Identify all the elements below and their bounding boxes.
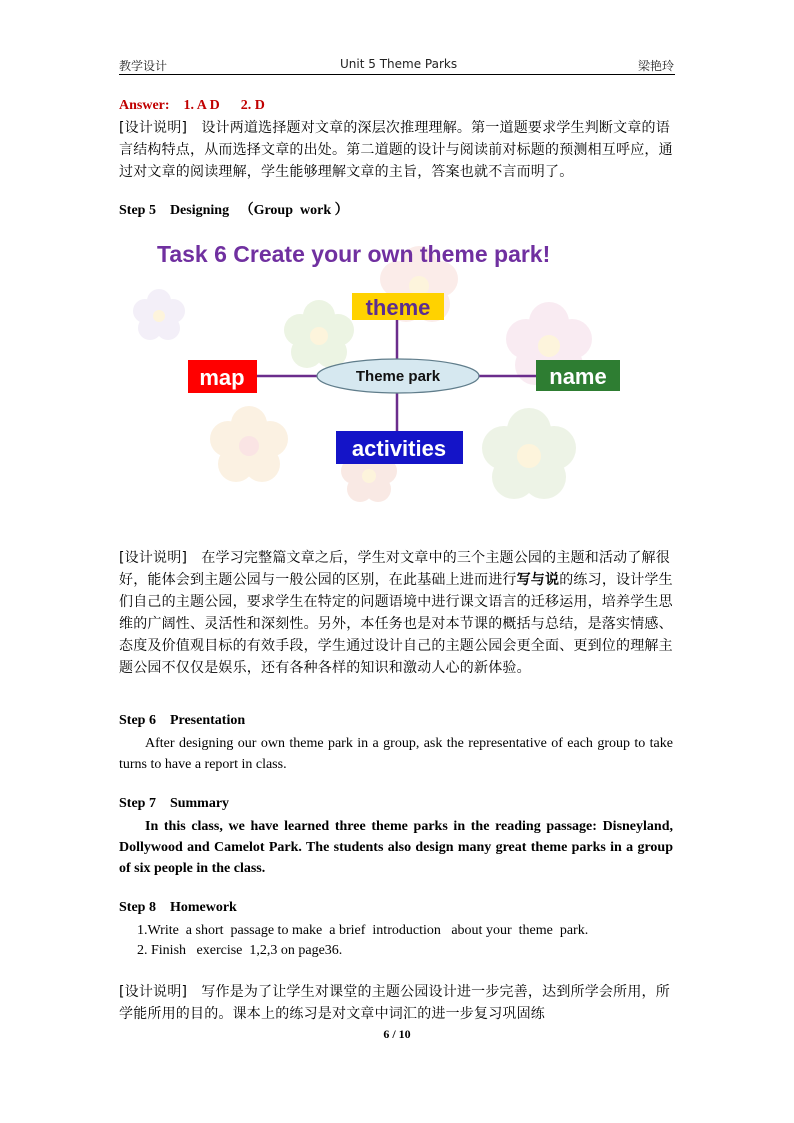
header-rule [119,74,675,75]
design-note-1-text: 设计两道选择题对文章的深层次推理理解。第一道题要求学生判断文章的语言结构特点，从而选择文章的出处。第二道题的设计与阅读前对标题的预测相互呼应，通过对文章的阅读理解，学生能够理解文章的主旨，答案也就不言而明了。 [119,120,673,180]
theme-box-label: theme [365,295,431,320]
design-note-2-text-a: 在学习完整篇文章之后，学生对文章中的三个主题公园的主题和活动了解很好，能体会到主题公园与一般公园的区别，在此基础上进而进行 [119,550,670,588]
answer-1: 1. A D [183,98,220,113]
theme-park-label: Theme park [355,368,441,385]
design-note-tag: [设计说明] [119,550,188,566]
design-note-tag: [设计说明] [119,120,188,136]
step-6-heading: Step 6 Presentation [119,713,246,728]
header-left: 教学设计 [119,59,168,73]
step-7-heading: Step 7 Summary [119,796,230,811]
task6-diagram [119,226,675,526]
header-center: Unit 5 Theme Parks [340,57,458,71]
homework-item-1: 1.Write a short passage to make a brief introduction about your theme park. [137,923,589,938]
design-note-2 [119,547,675,679]
step-5-heading: Step 5 Designing （Group work ） [119,203,349,218]
design-note-3-text: 写作是为了让学生对课堂的主题公园设计进一步完善，达到所学会所用，所学能所用的目的。课本上的练习是对文章中词汇的进一步复习巩固练 [119,984,670,1022]
presentation-text: After designing our own theme park in a group, ask the representative of each group to take turns to have a report in class. [119,736,673,772]
design-note-2-emphasis: 写与说 [516,572,560,588]
design-note-1 [119,117,675,183]
page-number: 6 / 10 [383,1027,411,1041]
design-note-3 [119,981,675,1025]
diagram-title: Task 6 Create your own theme park! [157,241,551,267]
summary-text: In this class, we have learned three theme parks in the reading passage: Disneyland, Dollywood and Camelot Park. The students also design many great theme parks in a group of six people in the class. [119,819,673,876]
map-box-label: map [199,365,245,390]
name-box-label: name [549,364,607,389]
design-note-tag: [设计说明] [119,984,188,1000]
answer-line [119,98,265,114]
answer-label: Answer: [119,98,170,113]
design-note-2-text-b: 的练习，设计学生们自己的主题公园，要求学生在特定的问题语境中进行课文语言的迁移运用，培养学生思维的广阔性、灵活性和深刻性。另外，本任务也是对本节课的概括与总结，是落实情感、态度及价值观目标的有效手段，学生通过设计自己的主题公园会更全面、更到位的理解主题公园不仅仅是娱乐，还有各种各样的知识和激动人心的新体验。 [119,572,673,676]
homework-item-2: 2. Finish exercise 1,2,3 on page36. [137,943,343,958]
answer-2: 2. D [240,98,265,113]
step-8-heading: Step 8 Homework [119,900,237,915]
activities-box-label: activities [351,436,447,461]
header-right: 梁艳玲 [638,59,675,73]
